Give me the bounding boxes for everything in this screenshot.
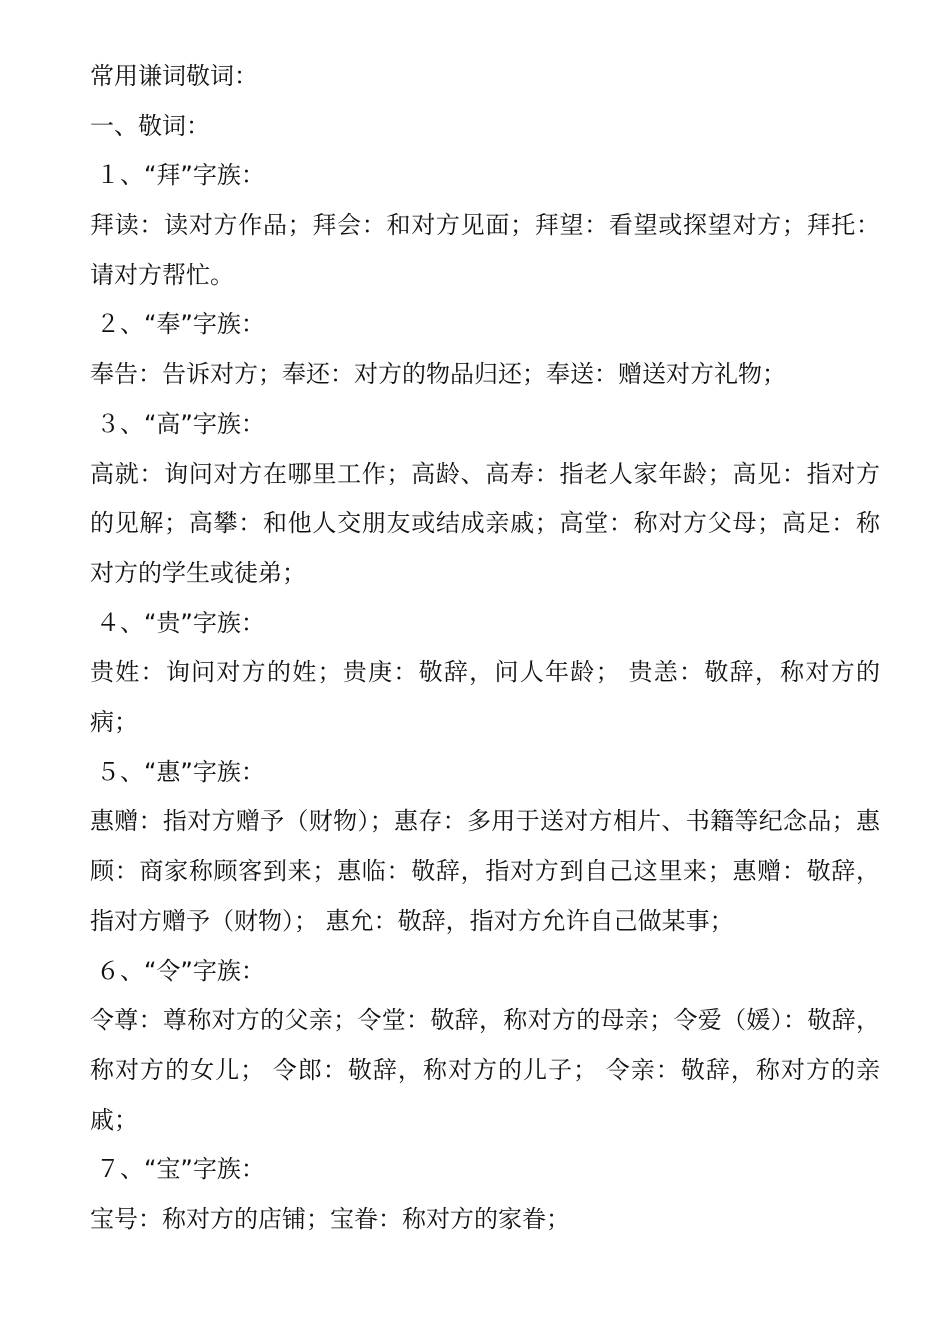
document-body (90, 52, 880, 1245)
group-text: 贵姓：询问对方的姓；贵庚：敬辞，问人年龄； 贵恙：敬辞，称对方的病； (90, 658, 880, 737)
group-heading: ５、“惠”字族： (96, 757, 265, 786)
group-text: 高就：询问对方在哪里工作；高龄、高寿：指老人家年龄；高见：指对方的见解；高攀：和他人交朋友或结成亲戚；高堂：称对方父母；高足：称对方的学生或徒弟； (90, 459, 880, 587)
group-text: 奉告：告诉对方；奉还：对方的物品归还；奉送：赠送对方礼物； (90, 360, 786, 389)
group-text: 惠赠：指对方赠予（财物）；惠存：多用于送对方相片、书籍等纪念品；惠顾：商家称顾客到来；惠临：敬辞，指对方到自己这里来；惠赠：敬辞，指对方赠予（财物）； 惠允：敬辞，指对方允许自己做某事； (90, 807, 880, 935)
group-heading: ２、“奉”字族： (96, 310, 265, 339)
group-heading: ６、“令”字族： (96, 956, 265, 985)
group-text: 令尊：尊称对方的父亲；令堂：敬辞，称对方的母亲；令爱（媛）：敬辞，称对方的女儿； 令郎：敬辞，称对方的儿子； 令亲：敬辞，称对方的亲戚； (90, 1006, 880, 1134)
group-heading: ４、“贵”字族： (96, 608, 265, 637)
group-heading: １、“拜”字族： (96, 161, 265, 190)
section-title-honorifics: 一、敬词： (90, 111, 210, 140)
group-text: 拜读：读对方作品；拜会：和对方见面；拜望：看望或探望对方；拜托：请对方帮忙。 (90, 211, 880, 289)
group-text: 宝号：称对方的店铺；宝眷：称对方的家眷； (90, 1205, 570, 1234)
document-title: 常用谦词敬词： (90, 62, 258, 90)
group-heading: ３、“高”字族： (96, 409, 265, 438)
group-heading: ７、“宝”字族： (96, 1155, 265, 1184)
